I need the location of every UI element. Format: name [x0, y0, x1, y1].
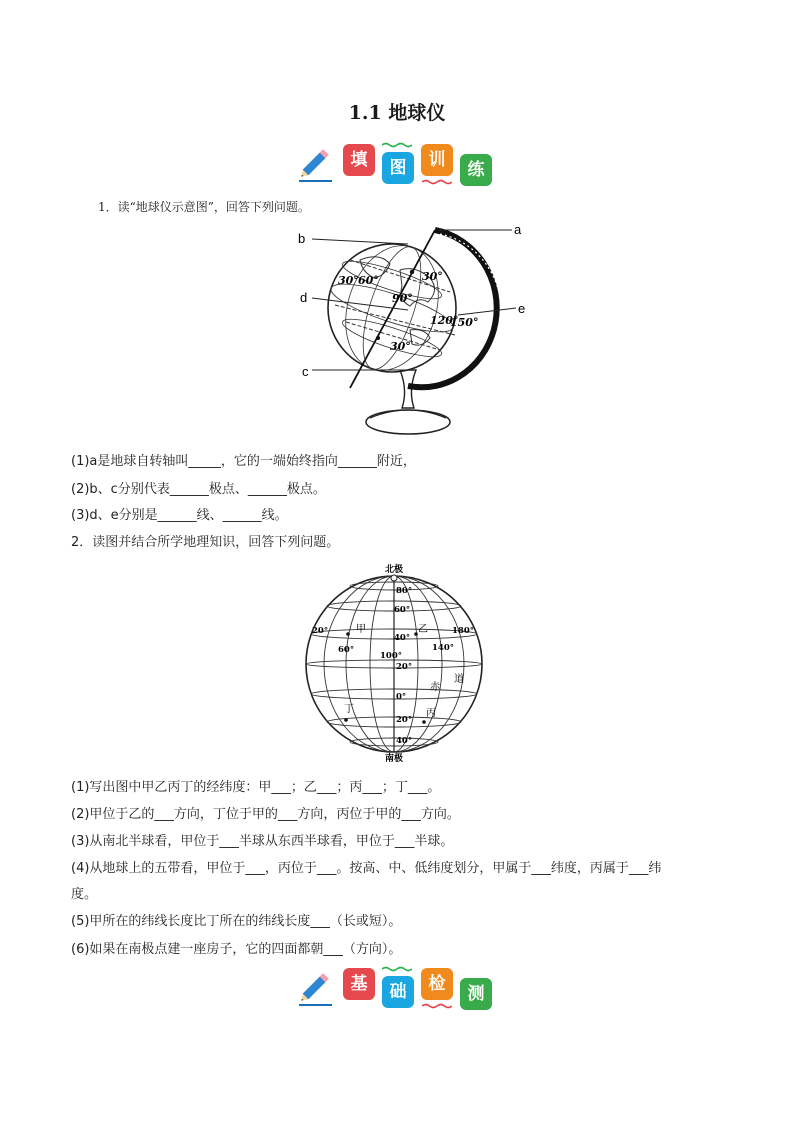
degree-label: 150° — [450, 316, 479, 329]
section-banner-practice — [296, 142, 506, 192]
equator-label-dao: 道 — [454, 674, 464, 685]
degree-label: 30° — [338, 274, 359, 287]
wave-decoration — [382, 142, 412, 148]
badge-char-3: 检 — [421, 968, 453, 1000]
pencil-icon — [296, 144, 336, 184]
question-2-stem: 2．读图并结合所学地理知识，回答下列问题。 — [71, 535, 340, 550]
lat-label: 40° — [396, 736, 413, 746]
lat-label: 0° — [396, 692, 407, 702]
point-jia: 甲 — [356, 624, 366, 635]
badge-char-4: 测 — [460, 978, 492, 1010]
lon-label: 180° — [452, 626, 474, 636]
question-2-sub-3: (3)从南北半球看，甲位于___半球从东西半球看，甲位于___半球。 — [71, 834, 454, 849]
lon-label: 60° — [338, 645, 355, 655]
question-2-sub-2: (2)甲位于乙的___方向，丁位于甲的___方向，丙位于甲的___方向。 — [71, 807, 460, 822]
question-2-sub-6: (6)如果在南极点建一座房子，它的四面都朝___（方向）。 — [71, 942, 402, 957]
question-2-sub-4: (4)从地球上的五带看，甲位于___，丙位于___。按高、中、低纬度划分，甲属于___纬度，丙属于___纬 — [71, 861, 662, 876]
label-north-pole: 北极 — [384, 565, 404, 575]
question-1-sub-3: (3)d、e分别是______线、______线。 — [71, 508, 288, 523]
point-ding: 丁 — [344, 704, 354, 715]
equator-label-chi: 赤 — [430, 682, 440, 693]
lat-label: 20° — [396, 715, 413, 725]
section-banner-basics — [296, 966, 506, 1016]
point-yi: 乙 — [418, 624, 428, 635]
lon-label: 100° — [380, 651, 402, 661]
label-d: d — [300, 290, 308, 305]
badge-char-4: 练 — [460, 154, 492, 186]
globe-stand-base — [366, 410, 450, 434]
degree-label: 60° — [358, 274, 379, 287]
page-title: 1.1 地球仪 — [348, 102, 446, 124]
question-2-sub-1: (1)写出图中甲乙丙丁的经纬度：甲___；乙___；丙___；丁___。 — [71, 780, 441, 795]
lat-label: 80° — [396, 586, 413, 596]
wave-decoration — [422, 1003, 452, 1009]
degree-label: 30° — [390, 340, 411, 353]
label-south-pole: 南极 — [384, 754, 404, 764]
lat-label: 40° — [394, 633, 411, 643]
point-bing: 丙 — [426, 708, 436, 719]
badge-char-1: 基 — [343, 968, 375, 1000]
badge-char-2: 础 — [382, 976, 414, 1008]
question-1-sub-2: (2)b、c分别代表______极点、______极点。 — [71, 482, 326, 497]
wave-decoration — [422, 179, 452, 185]
question-2-sub-4-cont: 度。 — [71, 887, 98, 902]
degree-label: 30° — [422, 270, 443, 283]
question-2-sub-5: (5)甲所在的纬线长度比丁所在的纬线长度___（长或短）。 — [71, 914, 402, 929]
lon-label: 20° — [312, 626, 329, 636]
badge-char-1: 填 — [343, 144, 375, 176]
question-1-stem: 1．读“地球仪示意图”，回答下列问题。 — [98, 200, 310, 214]
badge-char-3: 训 — [421, 144, 453, 176]
question-1-sub-1: (1)a是地球自转轴叫_____，它的一端始终指向______附近， — [71, 454, 416, 469]
globe-figure — [290, 220, 540, 440]
degree-label: 120° — [430, 314, 459, 327]
label-c: c — [302, 364, 309, 379]
degree-label: 90° — [392, 292, 413, 305]
badge-char-2: 图 — [382, 152, 414, 184]
pencil-icon — [296, 968, 336, 1008]
graticule-figure — [300, 560, 490, 765]
lon-label: 140° — [432, 643, 454, 653]
label-a: a — [514, 222, 522, 237]
wave-decoration — [382, 966, 412, 972]
label-e: e — [518, 301, 526, 316]
label-b: b — [298, 231, 306, 246]
lat-label: 20° — [396, 662, 413, 672]
lat-label: 60° — [394, 605, 411, 615]
